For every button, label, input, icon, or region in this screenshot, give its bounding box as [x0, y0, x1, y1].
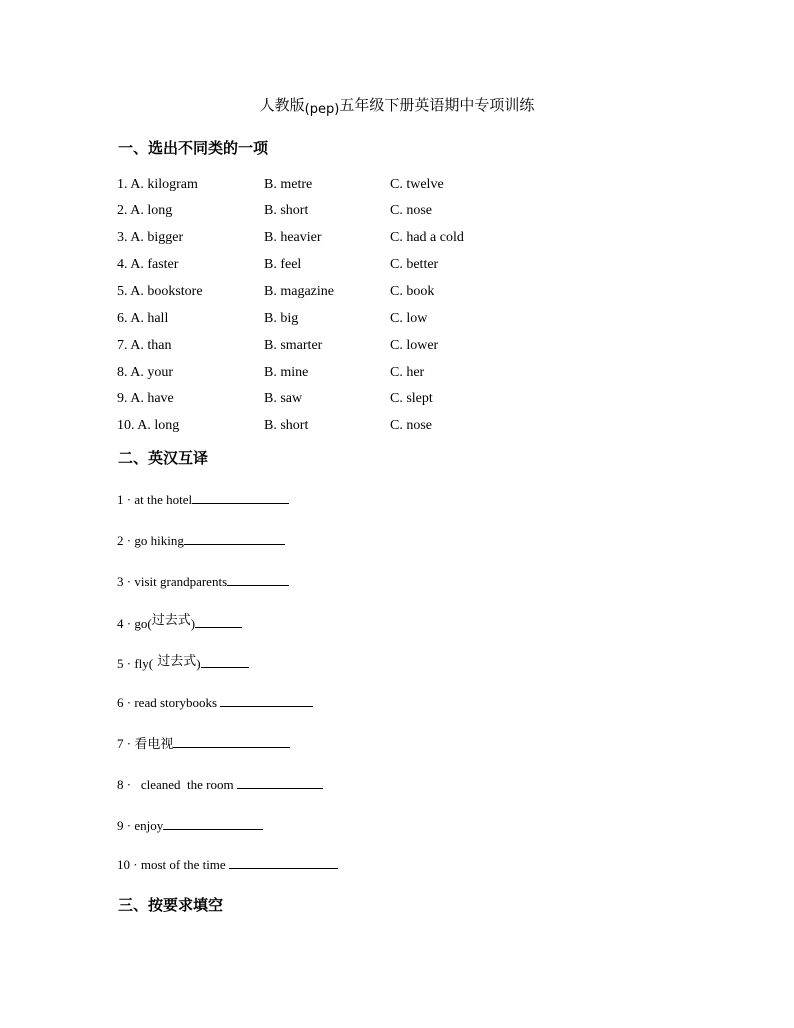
- translate-item: [117, 856, 338, 873]
- answer-blank[interactable]: [229, 856, 338, 869]
- translate-item: [117, 613, 242, 632]
- option-a: 6. A. hall: [117, 311, 169, 326]
- section-heading-2: 二、英汉互译: [118, 449, 209, 467]
- option-b: B. smarter: [264, 338, 323, 353]
- translate-item: [117, 733, 290, 752]
- item-number: 4 ·: [117, 616, 135, 631]
- item-number: 3 ·: [117, 574, 135, 589]
- choice-row: [117, 391, 617, 411]
- item-number: 9 ·: [117, 818, 135, 833]
- item-text: fly(: [134, 656, 154, 671]
- answer-blank[interactable]: [173, 735, 290, 748]
- translate-item: [117, 532, 285, 549]
- option-a: 7. A. than: [117, 338, 172, 353]
- title-main-b: 五年级下册英语期中专项训练: [339, 96, 535, 114]
- item-number: 10 ·: [117, 857, 141, 872]
- option-b: B. feel: [264, 257, 302, 272]
- section-heading-3: 三、按要求填空: [118, 896, 224, 914]
- option-b: B. mine: [264, 365, 309, 380]
- item-number: 6 ·: [117, 695, 135, 710]
- option-b: B. metre: [264, 177, 313, 192]
- answer-blank[interactable]: [220, 694, 313, 707]
- translate-item: [117, 694, 313, 711]
- item-chinese: 看电视: [134, 737, 174, 752]
- option-b: B. big: [264, 311, 299, 326]
- choice-row: [117, 365, 617, 385]
- item-text: cleaned the room: [134, 777, 237, 792]
- answer-blank[interactable]: [184, 532, 285, 545]
- item-number: 8 ·: [117, 777, 135, 792]
- option-b: B. saw: [264, 391, 303, 406]
- option-a: 5. A. bookstore: [117, 284, 203, 299]
- item-close: ): [196, 656, 201, 671]
- option-b: B. magazine: [264, 284, 334, 299]
- item-close: ): [190, 616, 196, 631]
- option-b: B. short: [264, 418, 309, 433]
- option-c: C. had a cold: [390, 230, 464, 245]
- option-a: 3. A. bigger: [117, 230, 184, 245]
- item-text: read storybooks: [134, 695, 221, 710]
- item-text: go(: [134, 616, 152, 631]
- option-c: C. twelve: [390, 177, 444, 192]
- option-a: 10. A. long: [117, 418, 180, 433]
- choice-row: [117, 284, 617, 304]
- option-a: 2. A. long: [117, 203, 173, 218]
- option-a: 4. A. faster: [117, 257, 179, 272]
- option-b: B. heavier: [264, 230, 322, 245]
- item-chinese: 过去式: [151, 613, 191, 628]
- option-c: C. nose: [390, 203, 432, 218]
- option-c: C. her: [390, 365, 425, 380]
- translate-item: [117, 653, 249, 672]
- option-c: C. slept: [390, 391, 433, 406]
- item-number: 1 ·: [117, 492, 135, 507]
- choice-row: [117, 257, 617, 277]
- item-number: 2 ·: [117, 533, 135, 548]
- title-sub: (pep): [304, 102, 340, 117]
- answer-blank[interactable]: [227, 573, 289, 586]
- answer-blank[interactable]: [195, 615, 242, 628]
- choice-row: [117, 311, 617, 331]
- option-c: C. low: [390, 311, 428, 326]
- item-text: most of the time: [140, 857, 229, 872]
- translate-item: [117, 817, 263, 834]
- option-c: C. lower: [390, 338, 439, 353]
- item-number: 5 ·: [117, 656, 135, 671]
- answer-blank[interactable]: [192, 491, 289, 504]
- choice-row: [117, 230, 617, 250]
- option-a: 9. A. have: [117, 391, 174, 406]
- answer-blank[interactable]: [201, 655, 249, 668]
- choice-row: [117, 418, 617, 438]
- option-a: 1. A. kilogram: [117, 177, 198, 192]
- option-c: C. book: [390, 284, 435, 299]
- option-c: C. better: [390, 257, 439, 272]
- option-a: 8. A. your: [117, 365, 173, 380]
- translate-item: [117, 776, 323, 793]
- page-title: [0, 94, 794, 115]
- answer-blank[interactable]: [237, 776, 323, 789]
- item-text: go hiking: [134, 533, 184, 548]
- answer-blank[interactable]: [163, 817, 263, 830]
- option-c: C. nose: [390, 418, 432, 433]
- title-main-a: 人教版: [259, 96, 305, 114]
- item-text: enjoy: [134, 818, 164, 833]
- section-heading-1: 一、选出不同类的一项: [118, 139, 269, 157]
- item-text: at the hotel: [134, 492, 193, 507]
- option-b: B. short: [264, 203, 309, 218]
- item-number: 7 ·: [117, 736, 135, 751]
- translate-item: [117, 491, 289, 508]
- item-text: visit grandparents: [134, 574, 228, 589]
- translate-item: [117, 573, 289, 590]
- choice-row: [117, 177, 617, 197]
- item-chinese: 过去式: [153, 654, 197, 669]
- choice-row: [117, 203, 617, 223]
- choice-row: [117, 338, 617, 358]
